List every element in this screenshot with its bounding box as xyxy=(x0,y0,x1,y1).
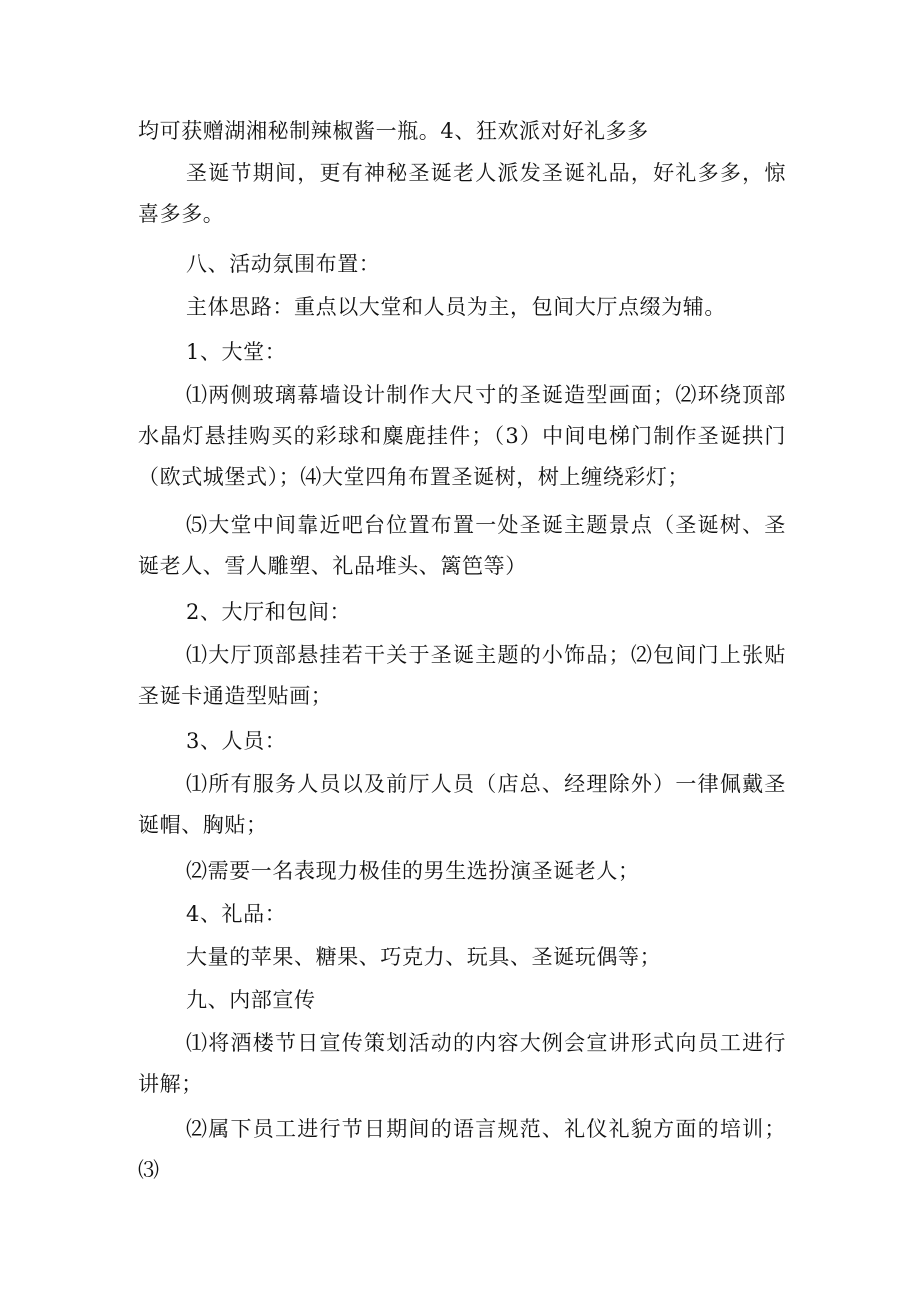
paragraph-santa-gifts: 圣诞节期间，更有神秘圣诞老人派发圣诞礼品，好礼多多，惊喜多多。 xyxy=(138,161,786,226)
paragraph-continuation: 均可获赠湖湘秘制辣椒酱一瓶。4、狂欢派对好礼多多 xyxy=(138,119,649,143)
heading-hall-rooms: 2、大厅和包间： xyxy=(186,600,352,624)
heading-section-8: 八、活动氛围布置： xyxy=(186,252,381,276)
paragraph-internal-briefing: ⑴将酒楼节日宣传策划活动的内容大例会宣讲形式向员工进行讲解； xyxy=(138,1031,786,1096)
paragraph-gift-list: 大量的苹果、糖果、巧克力、玩具、圣诞玩偶等； xyxy=(186,945,662,969)
paragraph-lobby-items: ⑴两侧玻璃幕墙设计制作大尺寸的圣诞造型画面；⑵环绕顶部水晶灯悬挂购买的彩球和麋鹿挂件；（3）中间电梯门制作圣诞拱门（欧式城堡式）；⑷大堂四角布置圣诞树，树上缠绕彩灯； xyxy=(138,383,786,489)
paragraph-lobby-scene: ⑸大堂中间靠近吧台位置布置一处圣诞主题景点（圣诞树、圣诞老人、雪人雕塑、礼品堆头、篱笆等） xyxy=(138,513,786,578)
paragraph-staff-training: ⑵属下员工进行节日期间的语言规范、礼仪礼貌方面的培训；⑶ xyxy=(138,1117,786,1182)
heading-section-9: 九、内部宣传 xyxy=(186,988,316,1012)
paragraph-staff-hats: ⑴所有服务人员以及前厅人员（店总、经理除外）一律佩戴圣诞帽、胸贴； xyxy=(138,772,786,837)
heading-gifts: 4、礼品： xyxy=(186,902,287,926)
paragraph-main-idea: 主体思路：重点以大堂和人员为主，包间大厅点缀为辅。 xyxy=(186,295,726,319)
heading-lobby: 1、大堂： xyxy=(186,340,287,364)
paragraph-hall-rooms: ⑴大厅顶部悬挂若干关于圣诞主题的小饰品；⑵包间门上张贴圣诞卡通造型贴画； xyxy=(138,643,786,708)
heading-staff: 3、人员： xyxy=(186,729,287,753)
paragraph-santa-actor: ⑵需要一名表现力极佳的男生选扮演圣诞老人； xyxy=(186,859,640,883)
